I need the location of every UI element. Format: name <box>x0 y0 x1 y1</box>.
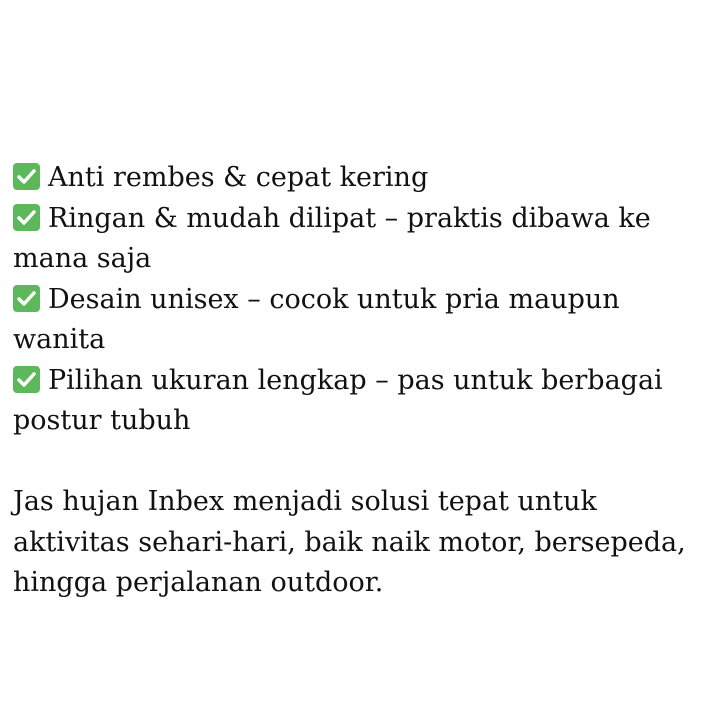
feature-item <box>13 199 703 280</box>
check-mark-icon <box>13 204 40 231</box>
feature-text: Anti rembes & cepat kering <box>48 162 429 193</box>
check-mark-icon <box>13 163 40 190</box>
feature-item <box>13 158 703 199</box>
description-paragraph: Jas hujan Inbex menjadi solusi tepat untuk aktivitas sehari-hari, baik naik motor, bersepeda, hingga perjalanan outdoor. <box>13 486 686 598</box>
feature-text: Desain unisex – cocok untuk pria maupun wanita <box>13 283 620 355</box>
feature-text: Ringan & mudah dilipat – praktis dibawa ke mana saja <box>13 202 651 274</box>
feature-text: Pilihan ukuran lengkap – pas untuk berbagai postur tubuh <box>13 364 663 436</box>
document-content <box>13 158 703 604</box>
feature-item <box>13 361 703 442</box>
check-mark-icon <box>13 366 40 393</box>
feature-list <box>13 158 703 442</box>
feature-item <box>13 280 703 361</box>
check-mark-icon <box>13 285 40 312</box>
paragraph-spacer <box>13 442 703 483</box>
